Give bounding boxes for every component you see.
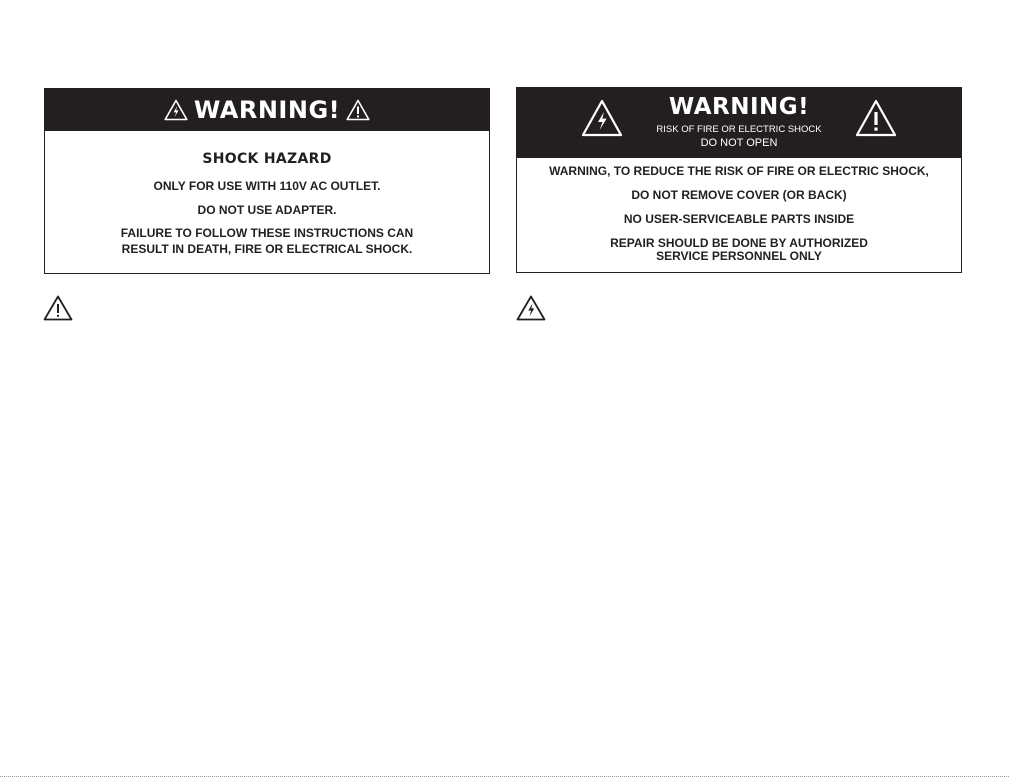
warning-line: [45, 225, 489, 257]
warning-line: WARNING, TO REDUCE THE RISK OF FIRE OR ELECTRIC SHOCK,: [549, 164, 929, 178]
page-edge-divider: [0, 776, 1009, 777]
warning-subtitle: RISK OF FIRE OR ELECTRIC SHOCK: [656, 124, 822, 135]
warning-line: DO NOT USE ADAPTER.: [197, 203, 337, 217]
warning-subtitle: DO NOT OPEN: [700, 137, 778, 149]
warning-title: WARNING!: [668, 94, 810, 120]
warning-header: [517, 88, 961, 158]
electric-shock-warning-icon: [516, 295, 546, 321]
warning-title: WARNING!: [193, 96, 341, 124]
exclamation-warning-icon: [43, 295, 73, 321]
warning-line-text: REPAIR SHOULD BE DONE BY AUTHORIZED SERVICE PERSONNEL ONLY: [610, 236, 868, 263]
hazard-heading: SHOCK HAZARD: [202, 151, 332, 167]
warning-header: [45, 89, 489, 131]
electric-shock-warning-icon: [164, 99, 188, 121]
exclamation-warning-icon: [346, 99, 370, 121]
exclamation-warning-icon: [855, 99, 897, 137]
warning-line-text: FAILURE TO FOLLOW THESE INSTRUCTIONS CAN RESULT IN DEATH, FIRE OR ELECTRICAL SHOCK.: [120, 226, 414, 256]
fire-shock-warning-label: [516, 87, 962, 273]
warning-line: NO USER-SERVICEABLE PARTS INSIDE: [623, 212, 855, 226]
warning-line: DO NOT REMOVE COVER (OR BACK): [631, 188, 847, 202]
shock-hazard-warning-label: [44, 88, 490, 274]
warning-line: ONLY FOR USE WITH 110V AC OUTLET.: [153, 179, 381, 193]
warning-line: [517, 237, 961, 263]
